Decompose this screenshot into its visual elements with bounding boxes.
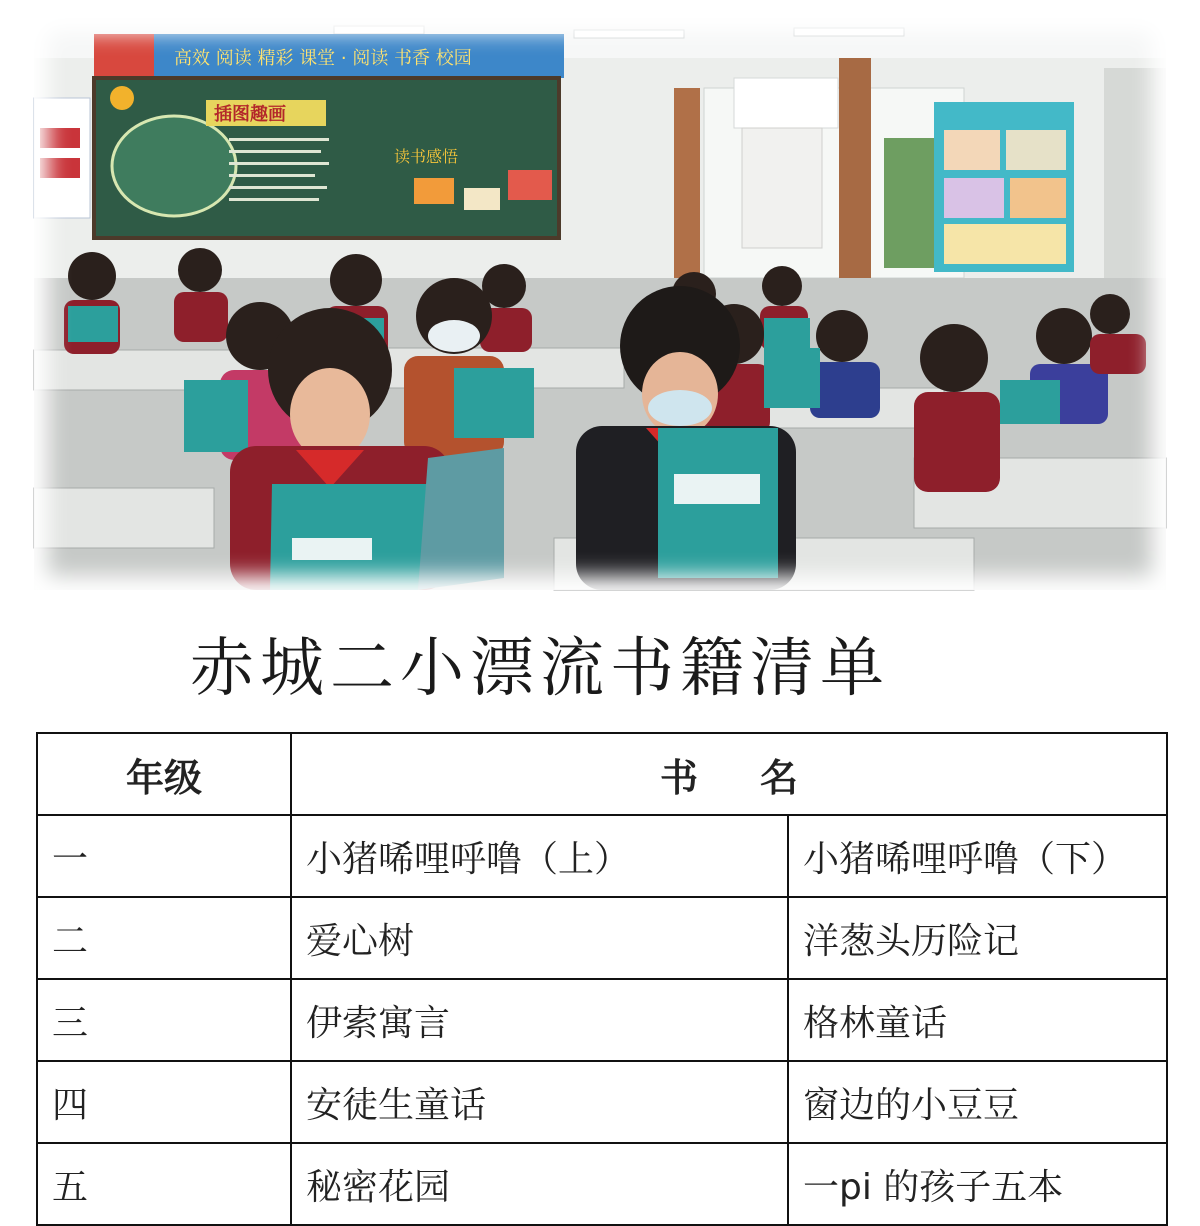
- grade-cell: 二: [37, 897, 291, 979]
- table-row: [37, 1061, 1167, 1143]
- grade-cell: 一: [37, 815, 291, 897]
- grade-cell: 五: [37, 1143, 291, 1225]
- paper-notice: [742, 128, 822, 248]
- grade-cell: 四: [37, 1061, 291, 1143]
- book-cell: 小猪唏哩呼噜（下）: [788, 815, 1167, 897]
- book-cell: 一pi 的孩子五本: [788, 1143, 1167, 1225]
- header-book-part1: 书: [659, 755, 698, 800]
- book-cell: 秘密花园: [291, 1143, 788, 1225]
- header-book-name: [291, 733, 1167, 815]
- display-art: [944, 224, 1066, 264]
- board-subheading: 读书感悟: [394, 147, 459, 166]
- table-row: [37, 1143, 1167, 1225]
- classroom-photo: [34, 18, 1166, 590]
- book-list-table: [36, 732, 1168, 1226]
- classroom-illustration: [34, 18, 1166, 590]
- page-title: 赤城二小漂流书籍清单: [190, 632, 890, 706]
- book-cell: 格林童话: [788, 979, 1167, 1061]
- board-sticker: [508, 170, 552, 200]
- poster-block: [40, 158, 80, 178]
- ceiling-light: [794, 28, 904, 36]
- display-art: [1006, 130, 1066, 170]
- book-cell: 洋葱头历险记: [788, 897, 1167, 979]
- board-sticker: [414, 178, 454, 204]
- ceiling-light: [574, 30, 684, 38]
- header-book-part2: 名: [760, 755, 799, 800]
- table-header-row: [37, 733, 1167, 815]
- board-sticker: [464, 188, 500, 210]
- banner-emblem: [94, 34, 154, 78]
- book-cell: 伊索寓言: [291, 979, 788, 1061]
- book-table-container: [36, 732, 1166, 1208]
- book-cell: 爱心树: [291, 897, 788, 979]
- curtain: [674, 88, 700, 278]
- board-globe-drawing: [112, 116, 236, 216]
- right-window: [1104, 68, 1166, 298]
- board-heading: 插图趣画: [214, 104, 286, 125]
- ceiling-light: [334, 26, 424, 34]
- curtain: [839, 58, 871, 278]
- poster-block: [40, 128, 80, 148]
- book-cell: 安徒生童话: [291, 1061, 788, 1143]
- table-row: [37, 897, 1167, 979]
- grade-cell: 三: [37, 979, 291, 1061]
- display-art: [944, 130, 1000, 170]
- air-conditioner: [734, 78, 838, 128]
- book-cell: 小猪唏哩呼噜（上）: [291, 815, 788, 897]
- display-art: [944, 178, 1004, 218]
- table-row: [37, 979, 1167, 1061]
- header-grade: 年级: [37, 733, 291, 815]
- table-row: [37, 815, 1167, 897]
- display-art: [1010, 178, 1066, 218]
- book-cell: 窗边的小豆豆: [788, 1061, 1167, 1143]
- banner-text: 高效 阅读 精彩 课堂 · 阅读 书香 校园: [174, 48, 472, 69]
- board-sun-drawing: [110, 86, 134, 110]
